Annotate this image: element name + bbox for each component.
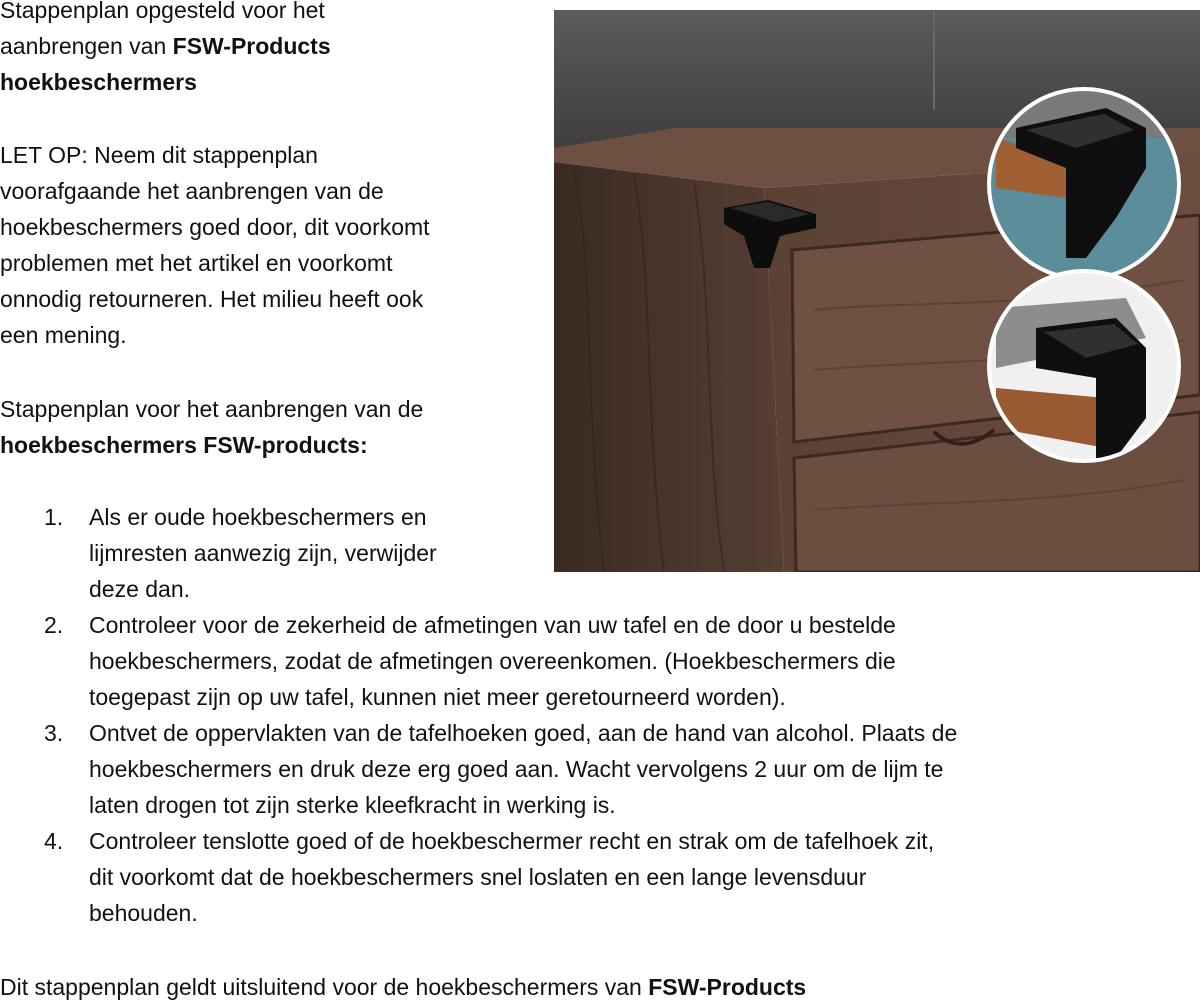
- step-line: Controleer tenslotte goed of de hoekbeschermer recht en strak om de tafelhoek zit,: [89, 828, 935, 854]
- warning-paragraph: [0, 137, 430, 353]
- list-item: [0, 715, 1200, 823]
- step-number: 4.: [44, 828, 64, 854]
- step-number: 1.: [44, 504, 64, 530]
- step-line: Als er oude hoekbeschermers en: [89, 504, 427, 530]
- product-name: hoekbeschermers: [0, 69, 197, 95]
- step-line: laten drogen tot zijn sterke kleefkracht in werking is.: [89, 792, 616, 818]
- intro-line: [0, 28, 331, 64]
- warning-line: problemen met het artikel en voorkomt: [0, 250, 393, 276]
- step-line: lijmresten aanwezig zijn, verwijder: [89, 540, 437, 566]
- warning-line: voorafgaande het aanbrengen van de: [0, 178, 384, 204]
- list-item: [0, 607, 1200, 715]
- warning-line: LET OP: Neem dit stappenplan: [0, 142, 318, 168]
- step-number: 3.: [44, 720, 64, 746]
- step-line: Ontvet de oppervlakten van de tafelhoeken goed, aan de hand van alcohol. Plaats de: [89, 720, 958, 746]
- intro-text: aanbrengen van: [0, 33, 173, 59]
- step-line: deze dan.: [89, 576, 191, 602]
- plan-heading-bold: hoekbeschermers FSW-products:: [0, 432, 368, 458]
- warning-line: hoekbeschermers goed door, dit voorkomt: [0, 214, 430, 240]
- step-line: hoekbeschermers en druk deze erg goed aan. Wacht vervolgens 2 uur om de lijm te: [89, 756, 944, 782]
- plan-heading-line: Stappenplan voor het aanbrengen van de: [0, 396, 424, 422]
- footer-note: [0, 969, 806, 1005]
- warning-line: onnodig retourneren. Het milieu heeft ook: [0, 286, 424, 312]
- warning-line: een mening.: [0, 322, 127, 348]
- brand-name: FSW-Products: [172, 33, 331, 59]
- step-line: behouden.: [89, 900, 198, 926]
- plan-heading: [0, 391, 423, 463]
- step-line: toegepast zijn op uw tafel, kunnen niet meer geretourneerd worden).: [89, 684, 786, 710]
- step-number: 2.: [44, 612, 64, 638]
- list-item: [0, 823, 1200, 931]
- step-line: hoekbeschermers, zodat de afmetingen overeenkomen. (Hoekbeschermers die: [89, 648, 896, 674]
- product-photo: [554, 10, 1200, 572]
- intro-heading: [0, 0, 331, 100]
- step-line: Controleer voor de zekerheid de afmetingen van uw tafel en de door u bestelde: [89, 612, 896, 638]
- intro-line: Stappenplan opgesteld voor het: [0, 0, 325, 23]
- footer-brand: FSW-Products: [648, 974, 807, 1000]
- footer-text: Dit stappenplan geldt uitsluitend voor de hoekbeschermers van: [0, 974, 649, 1000]
- step-line: dit voorkomt dat de hoekbeschermers snel loslaten en een lange levensduur: [89, 864, 867, 890]
